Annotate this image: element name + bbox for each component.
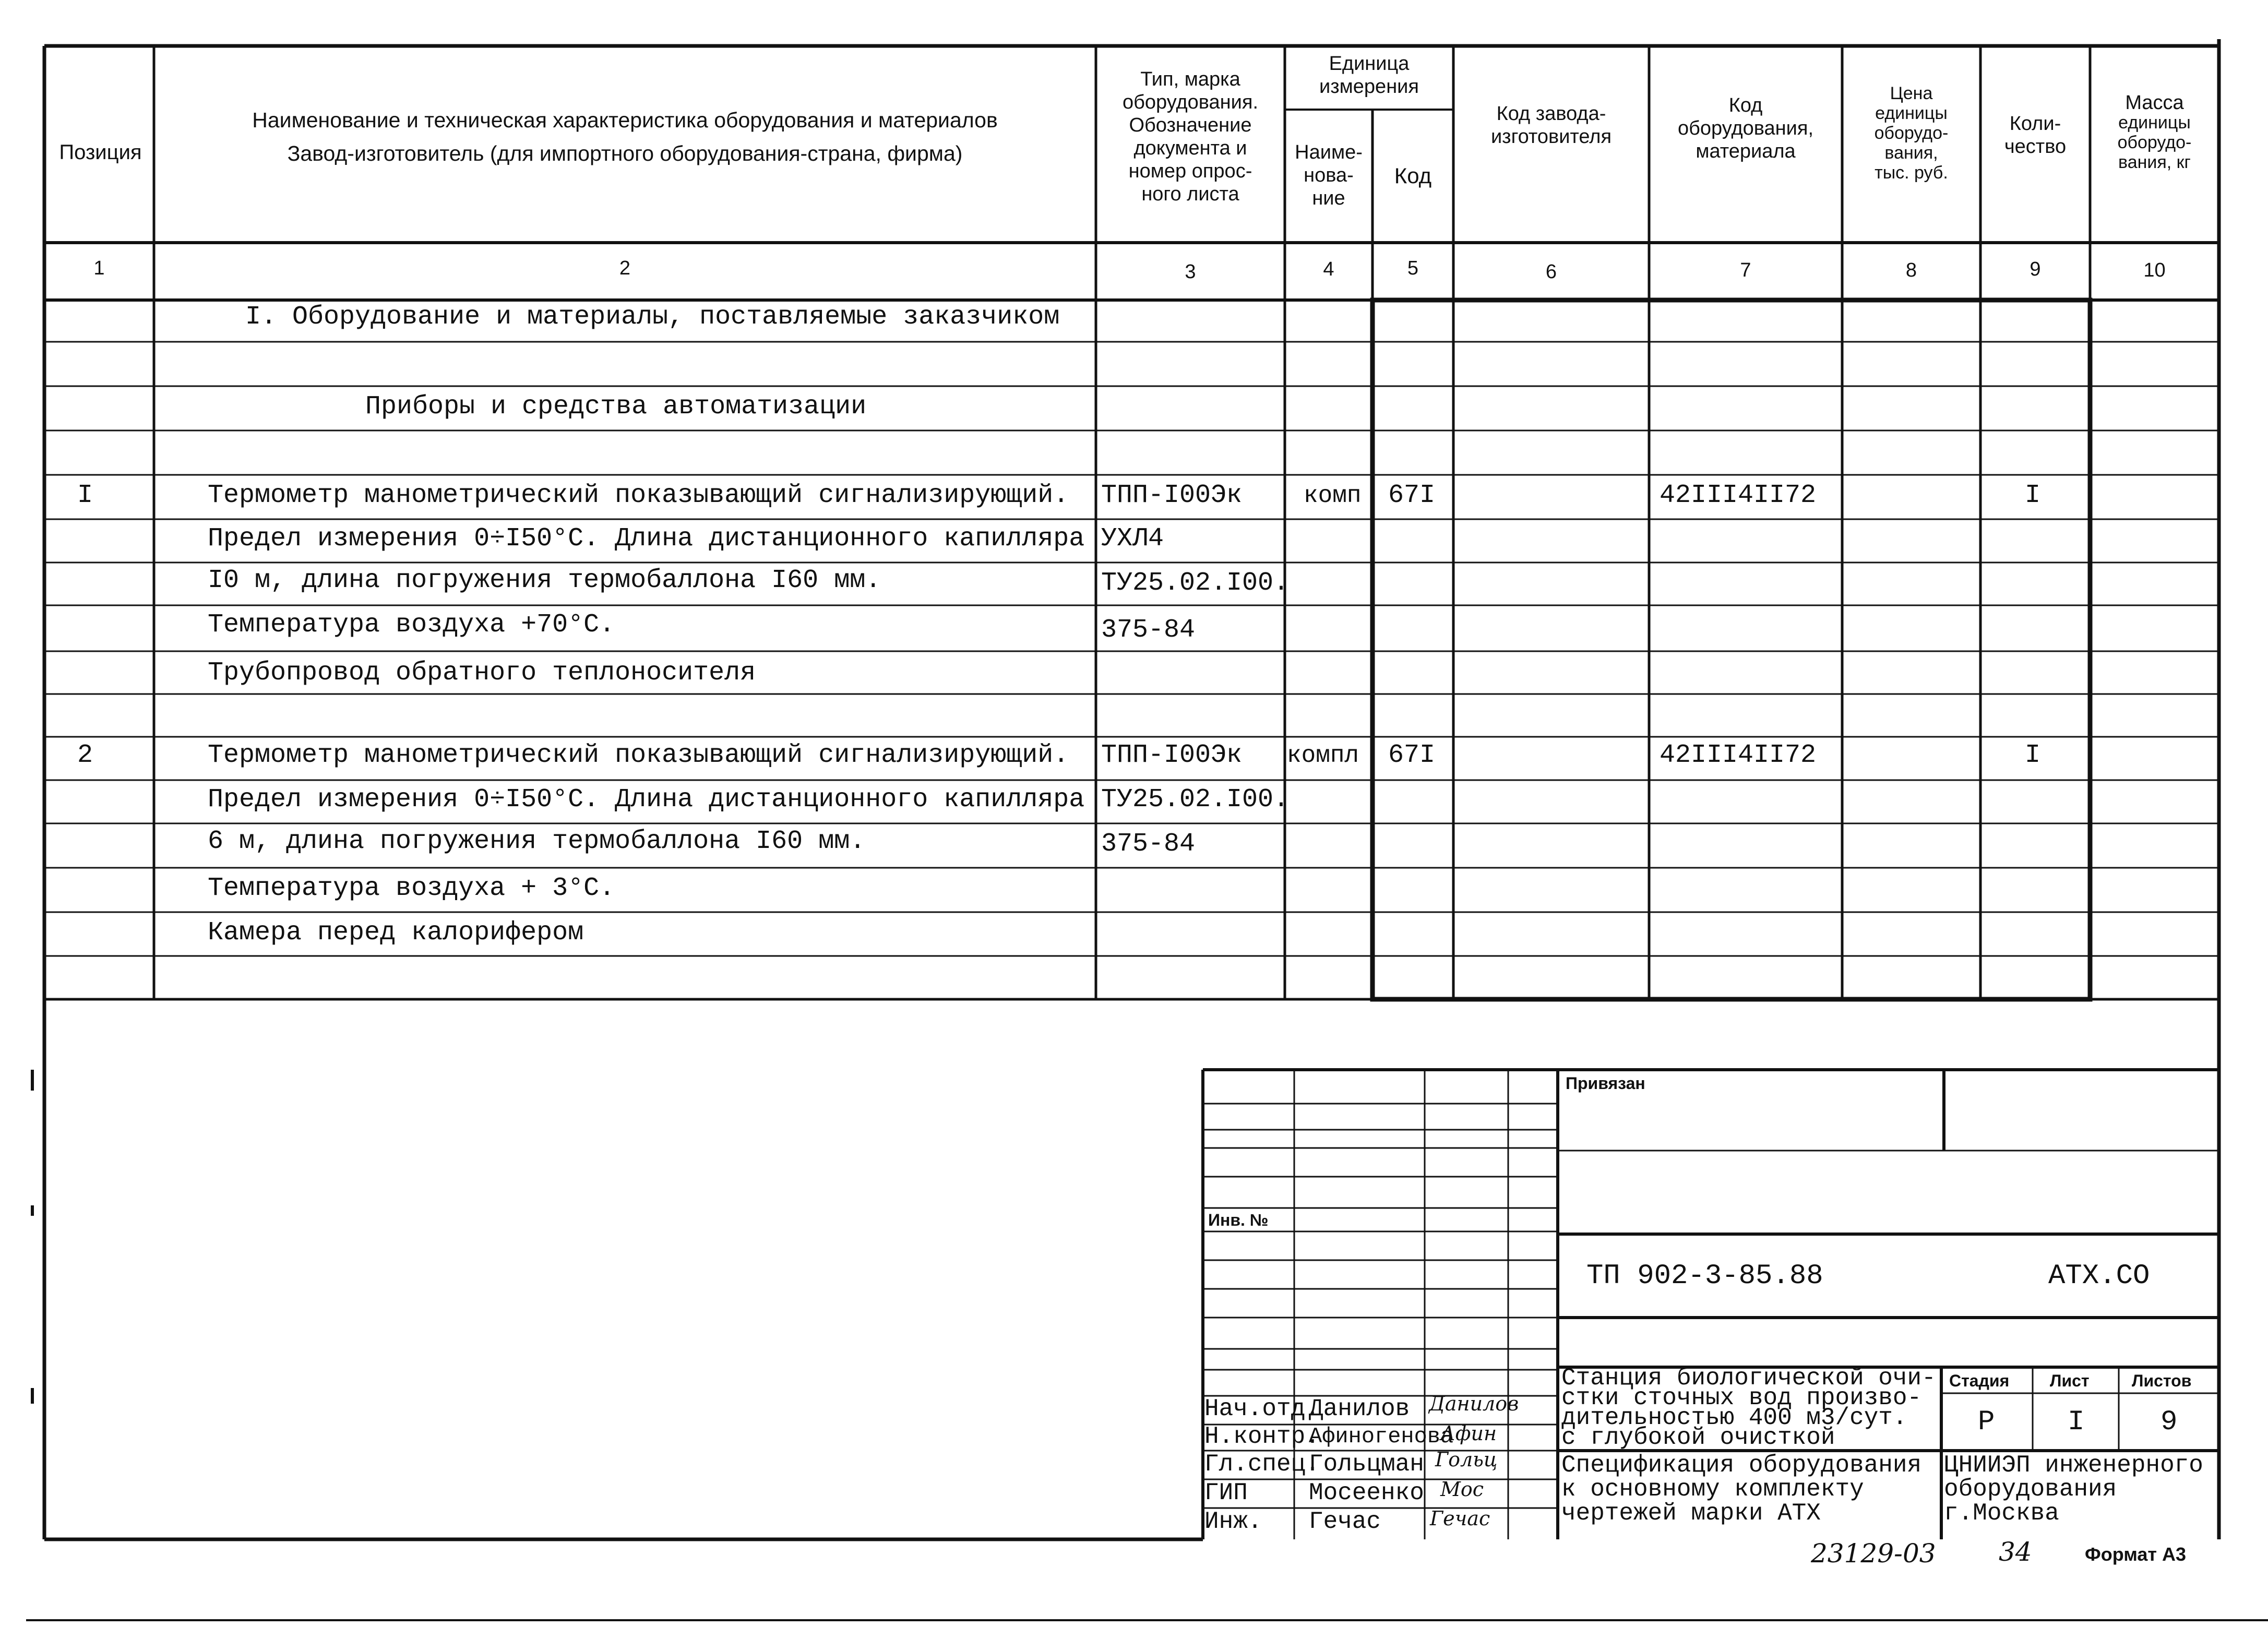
row-code: 67I bbox=[1388, 481, 1436, 510]
staff-role: Нач.отд. bbox=[1204, 1395, 1320, 1422]
row-type: ТУ25.02.I00. bbox=[1101, 785, 1290, 815]
row-type: 375-84 bbox=[1101, 829, 1196, 859]
row-name: Температура воздуха + 3°С. bbox=[208, 874, 615, 903]
staff-name: Гечас bbox=[1309, 1508, 1381, 1535]
row-name: Предел измерения 0÷I50°С. Длина дистанционного капилляра bbox=[208, 524, 1085, 554]
row-name: Термометр манометрический показывающий сигнализирующий. bbox=[208, 481, 1069, 510]
stage-label: Стадия bbox=[1949, 1371, 2010, 1390]
privyazan-label: Привязан bbox=[1566, 1074, 1645, 1093]
subsection-heading: Приборы и средства автоматизации bbox=[365, 392, 867, 422]
staff-role: Гл.спец. bbox=[1204, 1451, 1320, 1478]
row-name: Предел измерения 0÷I50°С. Длина дистанционного капилляра bbox=[208, 785, 1085, 815]
document-number: ТП 902-3-85.88 bbox=[1586, 1260, 1823, 1292]
staff-name: Афиногенова bbox=[1309, 1424, 1454, 1449]
project-title: Станция биологической очи- стки сточных вод произво- дительностью 400 м3/сут. с глубокой очисткой bbox=[1561, 1365, 1936, 1451]
staff-name: Мосеенко bbox=[1309, 1479, 1424, 1506]
header-type: Тип, марка оборудования. Обозначение документа и номер опрос- ного листа bbox=[1122, 68, 1259, 205]
header-equipment-code: Код оборудования, материала bbox=[1677, 94, 1814, 162]
header-name-line1: Наименование и техническая характеристика оборудования и материалов bbox=[252, 108, 998, 132]
header-mass: Масса единицы оборудо- вания, кг bbox=[2117, 92, 2192, 172]
staff-signature: Афин bbox=[1440, 1422, 1497, 1445]
row-unit: комп bbox=[1304, 482, 1362, 509]
row-quantity: I bbox=[2025, 481, 2041, 510]
staff-name: Гольцман bbox=[1309, 1451, 1424, 1478]
row-name: Трубопровод обратного теплоносителя bbox=[208, 658, 756, 688]
staff-role: ГИП bbox=[1204, 1479, 1248, 1506]
column-number: 8 bbox=[1905, 259, 1917, 281]
row-unit: компл bbox=[1287, 742, 1359, 769]
row-name: Термометр манометрический показывающий сигнализирующий. bbox=[208, 740, 1069, 770]
row-equipment-code: 42III4II72 bbox=[1660, 740, 1817, 770]
column-number: 10 bbox=[2143, 259, 2166, 281]
staff-signature: Мос bbox=[1440, 1478, 1484, 1501]
row-quantity: I bbox=[2025, 740, 2041, 770]
staff-signature: Гольц bbox=[1435, 1448, 1498, 1471]
row-position: I bbox=[77, 481, 93, 510]
sheets-value: 9 bbox=[2160, 1406, 2178, 1438]
staff-signature: Данилов bbox=[1429, 1392, 1519, 1415]
row-type: 375-84 bbox=[1101, 615, 1196, 645]
sheet-title: Спецификация оборудования к основному комплекту чертежей марки АТХ bbox=[1561, 1452, 1922, 1527]
row-name: Температура воздуха +70°С. bbox=[208, 610, 615, 640]
column-number: 3 bbox=[1185, 261, 1196, 283]
inv-number-label: Инв. № bbox=[1208, 1211, 1269, 1229]
header-position: Позиция bbox=[59, 141, 142, 164]
row-type: УХЛ4 bbox=[1101, 524, 1164, 554]
row-name: 6 м, длина погружения термобаллона I60 мм. bbox=[208, 827, 866, 856]
column-number: 5 bbox=[1407, 257, 1419, 279]
row-type: ТПП-I00Эк bbox=[1101, 740, 1243, 770]
row-type: ТПП-I00Эк bbox=[1101, 481, 1243, 510]
column-number: 6 bbox=[1545, 261, 1557, 283]
sheet-label: Лист bbox=[2050, 1371, 2090, 1390]
archive-number: 23129-03 bbox=[1811, 1538, 1936, 1569]
sheets-label: Листов bbox=[2132, 1371, 2192, 1390]
organization: ЦНИИЭП инженерного оборудования г.Москва bbox=[1944, 1452, 2203, 1527]
staff-signature: Гечас bbox=[1430, 1507, 1490, 1530]
header-quantity: Коли- чество bbox=[2004, 113, 2067, 158]
header-unit-code: Код bbox=[1394, 163, 1432, 188]
header-factory-code: Код завода- изготовителя bbox=[1490, 103, 1612, 148]
row-type: ТУ25.02.I00. bbox=[1101, 568, 1290, 598]
section-heading: I. Оборудование и материалы, поставляемые заказчиком bbox=[245, 302, 1060, 332]
column-number: 4 bbox=[1323, 258, 1334, 280]
staff-role: Н.контр. bbox=[1204, 1423, 1320, 1450]
staff-role: Инж. bbox=[1204, 1508, 1262, 1535]
column-number: 7 bbox=[1740, 259, 1751, 281]
header-unit-name: Наиме- нова- ние bbox=[1295, 141, 1363, 209]
row-name: Камера перед калорифером bbox=[208, 918, 584, 948]
page-number: 34 bbox=[1999, 1537, 2032, 1567]
header-price: Цена единицы оборудо- вания, тыс. руб. bbox=[1874, 83, 1949, 183]
document-code: АТХ.СО bbox=[2048, 1260, 2150, 1292]
staff-name: Данилов bbox=[1309, 1395, 1410, 1422]
row-name: I0 м, длина погружения термобаллона I60 мм. bbox=[208, 566, 881, 595]
column-number: 1 bbox=[93, 257, 105, 279]
row-code: 67I bbox=[1388, 740, 1436, 770]
column-number: 2 bbox=[619, 257, 631, 279]
format-label: Формат А3 bbox=[2085, 1544, 2187, 1565]
header-name-line2: Завод-изготовитель (для импортного оборудования-страна, фирма) bbox=[287, 141, 963, 165]
row-equipment-code: 42III4II72 bbox=[1660, 481, 1817, 510]
column-number: 9 bbox=[2030, 258, 2041, 280]
row-position: 2 bbox=[77, 740, 93, 770]
stage-value: Р bbox=[1978, 1406, 1995, 1438]
header-unit-group: Единица измерения bbox=[1319, 53, 1419, 98]
sheet-value: I bbox=[2068, 1406, 2085, 1438]
